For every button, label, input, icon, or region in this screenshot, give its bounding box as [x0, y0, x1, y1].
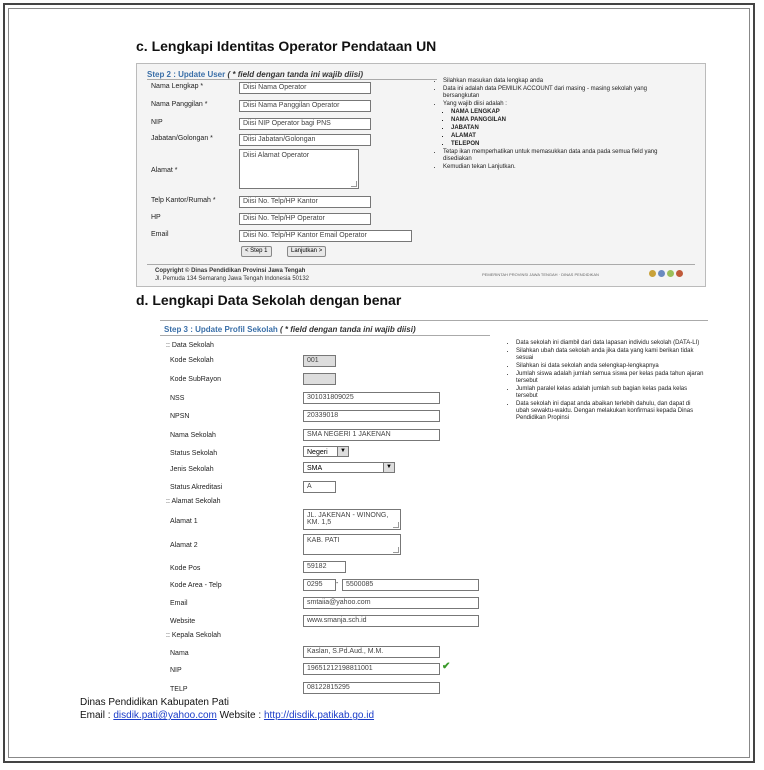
website-input[interactable]: www.smanja.sch.id — [303, 615, 479, 627]
telp-sekolah-input[interactable]: 5500085 — [342, 579, 479, 591]
operator-form-screenshot — [136, 63, 706, 287]
nss-input[interactable]: 301031809025 — [303, 392, 440, 404]
website-label: Website : — [216, 710, 264, 721]
footer-contact — [80, 710, 374, 721]
nip-operator-input[interactable]: Diisi NIP Operator bagi PNS — [239, 118, 371, 130]
label-nama-lengkap: Nama Lengkap * — [151, 83, 204, 90]
logo-icon — [649, 270, 656, 277]
label-email-sekolah: Email — [170, 600, 188, 607]
label-hp: HP — [151, 214, 161, 221]
step3-title: Step 3 : Update Profil Sekolah ( * field dengan tanda ini wajib diisi) — [164, 325, 416, 334]
email-label: Email : — [80, 710, 114, 721]
email-link[interactable]: disdik.pati@yahoo.com — [113, 710, 217, 721]
logo-icon — [667, 270, 674, 277]
logo-icon — [658, 270, 665, 277]
label-alamat1: Alamat 1 — [170, 518, 198, 525]
jenis-value: SMA — [307, 465, 323, 472]
section-c-heading: c. Lengkapi Identitas Operator Pendataan UN — [136, 38, 437, 54]
nama-panggilan-input[interactable]: Diisi Nama Panggilan Operator — [239, 100, 371, 112]
label-kode-pos: Kode Pos — [170, 565, 201, 572]
footer-logos — [649, 270, 683, 277]
label-telp-sekolah: Kode Area - Telp — [170, 582, 222, 589]
alamat1-textarea[interactable]: JL. JAKENAN - WINONG, KM. 1,5 — [303, 509, 401, 530]
divider — [160, 335, 490, 336]
email-sekolah-input[interactable]: smtaiia@yahoo.com — [303, 597, 479, 609]
kode-area-input[interactable]: 0295 — [303, 579, 336, 591]
label-nama-panggilan: Nama Panggilan * — [151, 101, 208, 108]
label-telp-kantor: Telp Kantor/Rumah * — [151, 197, 216, 204]
jenis-sekolah-select[interactable] — [303, 462, 395, 473]
kode-subrayon-field — [303, 373, 336, 385]
group-kepala-sekolah: :: Kepala Sekolah — [166, 632, 221, 639]
telp-kantor-input[interactable]: Diisi No. Telp/HP Kantor — [239, 196, 371, 208]
copyright-text: Copyright © Dinas Pendidikan Provinsi Jawa Tengah — [155, 268, 306, 274]
label-website: Website — [170, 618, 196, 625]
label-alamat2: Alamat 2 — [170, 542, 198, 549]
chevron-down-icon: ▼ — [383, 463, 394, 472]
email-operator-input[interactable]: Diisi No. Telp/HP Kantor Email Operator — [239, 230, 412, 242]
lanjutkan-button[interactable]: Lanjutkan > — [287, 246, 326, 257]
label-nama-sekolah: Nama Sekolah — [170, 432, 216, 439]
kepala-nama-input[interactable]: Kaslan, S.Pd.Aud., M.M. — [303, 646, 440, 658]
akreditasi-input[interactable]: A — [303, 481, 336, 493]
label-kode-subrayon: Kode SubRayon — [170, 376, 221, 383]
label-jabatan: Jabatan/Golongan * — [151, 135, 213, 142]
footer-agency: Dinas Pendidikan Kabupaten Pati — [80, 697, 229, 708]
label-kepala-nama: Nama — [170, 650, 189, 657]
nama-lengkap-input[interactable]: Diisi Nama Operator — [239, 82, 371, 94]
footer-agency-text: PEMERINTAH PROVINSI JAWA TENGAH · DINAS PENDIDIKAN — [482, 272, 599, 277]
step1-button[interactable]: < Step 1 — [241, 246, 272, 257]
label-nip-kepala: NIP — [170, 667, 182, 674]
address-text: Jl. Pemuda 134 Semarang Jawa Tengah Indonesia 50132 — [155, 276, 309, 282]
chevron-down-icon: ▼ — [337, 447, 348, 456]
label-akreditasi: Status Akreditasi — [170, 484, 223, 491]
website-link[interactable]: http://disdik.patikab.go.id — [263, 710, 375, 721]
footer-divider — [147, 264, 695, 265]
alamat-operator-textarea[interactable]: Diisi Alamat Operator — [239, 149, 359, 189]
logo-icon — [676, 270, 683, 277]
section-d-heading: d. Lengkapi Data Sekolah dengan benar — [136, 292, 402, 308]
npsn-input[interactable]: 20339018 — [303, 410, 440, 422]
operator-notes: • Silahkan masukan data lengkap anda • Data ini adalah data PEMILIK ACCOUNT dari masing - masing sekolah yang bersangkutan • Yang wajib diisi adalah : ▪ NAMA LENGKAP ▪ NAMA PANGGILAN ▪ JABATAN ▪ ALAMAT ▪ TELEPON • Tetap ikan memperhatikan untuk memasukkan data anda pada semua field yang disediakan • Kemudian tekan Lanjutkan. — [435, 78, 675, 172]
label-nip: NIP — [151, 119, 163, 126]
label-nss: NSS — [170, 395, 185, 402]
kepala-telp-input[interactable]: 08122815295 — [303, 682, 440, 694]
status-sekolah-select[interactable] — [303, 446, 349, 457]
label-email: Email — [151, 231, 169, 238]
step2-title: Step 2 : Update User ( * field dengan tanda ini wajib diisi) — [147, 70, 364, 79]
nama-sekolah-input[interactable]: SMA NEGERI 1 JAKENAN — [303, 429, 440, 441]
label-kode-sekolah: Kode Sekolah — [170, 357, 214, 364]
alamat2-textarea[interactable]: KAB. PATI — [303, 534, 401, 555]
jabatan-input[interactable]: Diisi Jabatan/Golongan — [239, 134, 371, 146]
divider — [147, 79, 437, 80]
nip-kepala-input[interactable]: 19651212198811001 — [303, 663, 440, 675]
group-data-sekolah: :: Data Sekolah — [166, 342, 214, 349]
label-status-sekolah: Status Sekolah — [170, 450, 218, 457]
status-value: Negeri — [307, 449, 328, 456]
kode-pos-input[interactable]: 59182 — [303, 561, 346, 573]
label-jenis-sekolah: Jenis Sekolah — [170, 466, 214, 473]
hp-input[interactable]: Diisi No. Telp/HP Operator — [239, 213, 371, 225]
check-icon: ✔ — [442, 661, 451, 672]
group-alamat-sekolah: :: Alamat Sekolah — [166, 498, 221, 505]
divider — [160, 320, 708, 321]
telp-separator: - — [336, 580, 339, 587]
label-npsn: NPSN — [170, 413, 190, 420]
label-kepala-telp: TELP — [170, 686, 188, 693]
kode-sekolah-field: 001 — [303, 355, 336, 367]
label-alamat: Alamat * — [151, 167, 178, 174]
sekolah-notes: • Data sekolah ini diambil dari data lapasan individu sekolah (DATA-LI) • Silahkan ubah data sekolah anda jika data yang kami berikan tidak sesuai • Silahkan isi data sekolah anda selengkap-lengkapnya • Jumlah siswa adalah jumlah semua siswa per kelas pada tahun ajaran tersebut • Jumlah paralel kelas adalah jumlah sub bagian kelas pada kelas tersebut • Data sekolah ini dapat anda abaikan terlebih dahulu, dan dapat di ubah sewaktu-waktu. Dengan melakukan konfirmasi kepada Dinas Pendidikan Propinsi — [508, 340, 704, 423]
